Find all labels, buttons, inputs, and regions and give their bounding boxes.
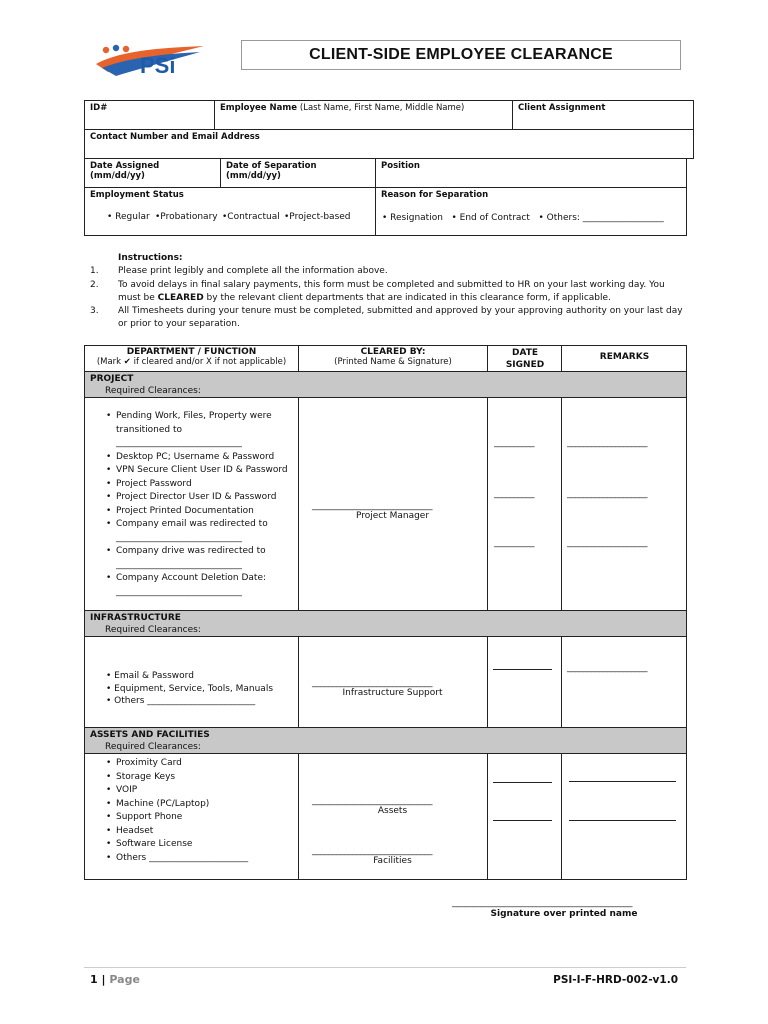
clearance-item[interactable]: • Machine (PC/Laptop) bbox=[106, 798, 296, 812]
clearance-item[interactable]: • Project Director User ID & Password bbox=[106, 491, 296, 505]
instruction-number: 2. bbox=[90, 280, 99, 290]
col-department-header: DEPARTMENT / FUNCTION (Mark ✔ if cleared and/or X if not applicable) bbox=[96, 347, 287, 367]
status-option-contractual[interactable]: •Contractual bbox=[222, 212, 280, 222]
facilities-signature-line[interactable]: ______________________________ bbox=[312, 846, 432, 856]
clearance-item[interactable]: • Others ________________________ bbox=[106, 696, 256, 706]
instruction-text: All Timesheets during your tenure must be completed, submitted and approved by your approving authority on your last day or prior to your separation. bbox=[118, 306, 683, 329]
client-assignment-field[interactable] bbox=[512, 100, 694, 130]
status-option-project-based[interactable]: •Project-based bbox=[284, 212, 351, 222]
clearance-item[interactable]: • Project Password bbox=[106, 478, 296, 492]
instruction-number: 3. bbox=[90, 306, 99, 316]
clearance-item[interactable]: • Company Account Deletion Date: ____________________________ bbox=[106, 572, 296, 599]
id-label: ID# bbox=[90, 103, 108, 113]
project-clearance-list bbox=[106, 410, 296, 599]
clearance-item[interactable]: • Storage Keys bbox=[106, 771, 296, 785]
date-separation-label: Date of Separation (mm/dd/yy) bbox=[226, 161, 317, 181]
page-number: 1 | Page bbox=[90, 973, 140, 986]
facilities-signer-label: Facilities bbox=[373, 856, 412, 866]
project-date-blank[interactable]: __________ bbox=[494, 438, 534, 448]
date-separation-field[interactable] bbox=[220, 158, 376, 188]
section-title: ASSETS AND FACILITIES bbox=[90, 730, 210, 740]
clearance-item[interactable]: • Software License bbox=[106, 838, 296, 852]
date-assigned-field[interactable] bbox=[84, 158, 221, 188]
facilities-remark-line[interactable] bbox=[569, 820, 676, 821]
id-field[interactable] bbox=[84, 100, 215, 130]
infrastructure-signer-label: Infrastructure Support bbox=[342, 688, 443, 698]
clearance-item[interactable]: • Company email was redirected to ____________________________ bbox=[106, 518, 296, 545]
instruction-text: Please print legibly and complete all the information above. bbox=[118, 266, 388, 276]
col-remarks-header: REMARKS bbox=[561, 345, 687, 372]
position-field[interactable] bbox=[375, 158, 687, 188]
clearance-item[interactable]: • Equipment, Service, Tools, Manuals bbox=[106, 683, 274, 694]
section-title: PROJECT bbox=[90, 374, 134, 384]
clearance-item[interactable]: • Support Phone bbox=[106, 811, 296, 825]
clearance-item[interactable]: • VOIP bbox=[106, 784, 296, 798]
section-project bbox=[84, 371, 687, 398]
employee-name-label: Employee Name bbox=[220, 103, 298, 113]
project-signature-line[interactable]: ______________________________ bbox=[312, 501, 432, 511]
date-assigned-label: Date Assigned (mm/dd/yy) bbox=[90, 161, 160, 181]
assets-signer-label: Assets bbox=[377, 806, 408, 816]
instructions-heading: Instructions: bbox=[118, 253, 183, 263]
assets-date-line[interactable] bbox=[493, 782, 552, 783]
status-option-probationary[interactable]: •Probationary bbox=[155, 212, 218, 222]
document-code: PSI-I-F-HRD-002-v1.0 bbox=[553, 974, 678, 986]
clearance-item[interactable]: • Others ______________________ bbox=[106, 852, 296, 866]
assets-signature-line[interactable]: ______________________________ bbox=[312, 796, 432, 806]
contact-field[interactable] bbox=[84, 129, 694, 159]
assets-clearance-list bbox=[106, 757, 296, 865]
infrastructure-signature-line[interactable]: ______________________________ bbox=[312, 678, 432, 688]
project-remark-blank[interactable]: ____________________ bbox=[567, 438, 647, 448]
company-logo bbox=[92, 42, 207, 82]
separation-reason-label: Reason for Separation bbox=[381, 190, 489, 200]
clearance-item[interactable]: • Proximity Card bbox=[106, 757, 296, 771]
footer-divider bbox=[84, 967, 686, 968]
instruction-text: To avoid delays in final salary payments, this form must be completed and submitted to HR on your last working day. You must be CLEARED by the relevant client departments that are indicated in this clearance form, if applicable. bbox=[118, 280, 665, 303]
project-signer-label: Project Manager bbox=[355, 511, 430, 521]
client-assignment-label: Client Assignment bbox=[518, 103, 606, 113]
employee-signature-line[interactable]: _____________________________________________ bbox=[452, 898, 632, 908]
section-title: INFRASTRUCTURE bbox=[90, 613, 181, 623]
separation-reason-field bbox=[375, 187, 687, 236]
project-date-blank[interactable]: __________ bbox=[494, 489, 534, 499]
col-cleared-by-header: CLEARED BY: (Printed Name & Signature) bbox=[298, 345, 487, 372]
form-title: CLIENT-SIDE EMPLOYEE CLEARANCE bbox=[241, 40, 681, 70]
facilities-date-line[interactable] bbox=[493, 820, 552, 821]
project-date-blank[interactable]: __________ bbox=[494, 538, 534, 548]
clearance-item[interactable]: • Pending Work, Files, Property were transitioned to ____________________________ bbox=[106, 410, 296, 451]
logo-text: PSi bbox=[140, 53, 176, 78]
separation-reason-options[interactable]: • Resignation • End of Contract • Others: __________________ bbox=[382, 213, 664, 223]
infrastructure-remark-blank[interactable]: ____________________ bbox=[567, 663, 647, 673]
clearance-item[interactable]: • Project Printed Documentation bbox=[106, 505, 296, 519]
infrastructure-clearance-list bbox=[106, 670, 273, 708]
assets-remark-line[interactable] bbox=[569, 781, 676, 782]
clearance-item[interactable]: • VPN Secure Client User ID & Password bbox=[106, 464, 296, 478]
employee-name-hint: (Last Name, First Name, Middle Name) bbox=[299, 103, 465, 113]
position-label: Position bbox=[381, 161, 420, 171]
section-subtitle: Required Clearances: bbox=[105, 742, 201, 752]
section-subtitle: Required Clearances: bbox=[105, 625, 201, 635]
section-infrastructure bbox=[84, 610, 687, 637]
employee-name-field[interactable] bbox=[214, 100, 513, 130]
infrastructure-date-line[interactable] bbox=[493, 669, 552, 670]
employment-status-field bbox=[84, 187, 376, 236]
section-subtitle: Required Clearances: bbox=[105, 386, 201, 396]
section-assets-facilities bbox=[84, 727, 687, 754]
col-date-header: DATE SIGNED bbox=[487, 345, 562, 372]
clearance-item[interactable]: • Email & Password bbox=[106, 671, 194, 681]
signature-label: Signature over printed name bbox=[490, 909, 638, 919]
contact-label: Contact Number and Email Address bbox=[90, 132, 260, 142]
clearance-item[interactable]: • Headset bbox=[106, 825, 296, 839]
project-remark-blank[interactable]: ____________________ bbox=[567, 489, 647, 499]
clearance-item[interactable]: • Company drive was redirected to ____________________________ bbox=[106, 545, 296, 572]
instruction-number: 1. bbox=[90, 266, 99, 276]
employment-status-label: Employment Status bbox=[90, 190, 184, 200]
project-remark-blank[interactable]: ____________________ bbox=[567, 538, 647, 548]
status-option-regular[interactable]: • Regular bbox=[107, 212, 150, 222]
clearance-item[interactable]: • Desktop PC; Username & Password bbox=[106, 451, 296, 465]
